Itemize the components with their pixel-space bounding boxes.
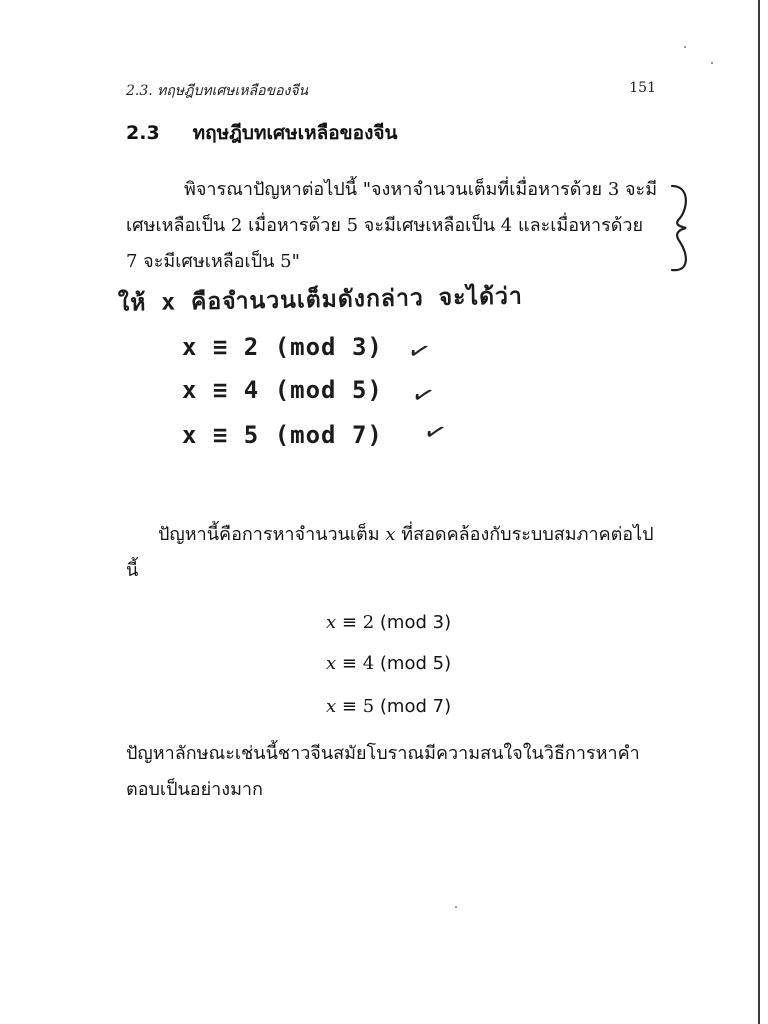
intro-paragraph	[126, 172, 658, 280]
equation-modulus: (mod 7)	[379, 696, 452, 717]
congruence-equation-3	[326, 696, 451, 717]
scan-speck	[711, 62, 713, 64]
intro-number-2: 2	[230, 215, 243, 236]
intro-text-4: จะมีเศษเหลือเป็น	[358, 215, 501, 236]
equation-variable: x	[326, 696, 337, 717]
running-header	[126, 80, 656, 102]
equation-variable: x	[326, 653, 337, 674]
intro-number-1: 3	[607, 179, 620, 200]
intro-text-6: จะมีเศษเหลือเป็น	[137, 251, 281, 272]
intro-text-1: พิจารณาปัญหาต่อไปนี้ "จงหาจำนวนเต็มที่เมื่อหารด้วย	[184, 179, 608, 200]
running-header-section: 2.3. ทฤษฎีบทเศษเหลือของจีน	[126, 83, 309, 99]
handwritten-congruence-3: x ≡ 5 (mod 7)	[182, 421, 383, 449]
handwritten-brace-mark	[664, 180, 704, 276]
section-number: 2.3	[126, 122, 160, 144]
check-mark-icon: ✓	[407, 378, 439, 414]
intro-number-6: 5	[280, 251, 292, 272]
handwritten-congruence-2: x ≡ 4 (mod 5)	[182, 376, 383, 404]
equation-operator: ≡	[341, 696, 357, 717]
congruence-equation-2	[326, 653, 451, 674]
equation-residue: 5	[362, 696, 375, 717]
intro-text-5: และเมื่อหารด้วย	[512, 215, 644, 236]
equation-residue: 4	[362, 653, 375, 674]
scan-speck	[684, 46, 686, 48]
check-mark-icon: ✓	[403, 334, 435, 370]
page-number: 151	[629, 80, 656, 96]
check-mark-icon: ✓	[419, 415, 451, 451]
equation-modulus: (mod 3)	[379, 612, 452, 633]
intro-text-2: จะมีเศษเหลือเป็น	[126, 179, 658, 236]
equation-operator: ≡	[341, 612, 357, 633]
congruence-equation-1	[326, 612, 451, 633]
closing-paragraph: ปัญหาลักษณะเช่นนี้ชาวจีนสมัยโบราณมีความสนใจในวิธีการหาคำตอบเป็นอย่างมาก	[126, 743, 640, 800]
system-variable: x	[385, 524, 396, 545]
system-text-before: ปัญหานี้คือการหาจำนวนเต็ม	[158, 524, 386, 545]
intro-text-7: "	[291, 251, 300, 272]
intro-number-4: 4	[500, 215, 513, 236]
scan-speck	[455, 906, 457, 908]
section-title: ทฤษฎีบทเศษเหลือของจีน	[192, 122, 398, 144]
equation-modulus: (mod 5)	[379, 653, 452, 674]
system-text-after: ที่สอดคล้องกับระบบสมภาคต่อไปนี้	[126, 524, 654, 581]
intro-number-3: 5	[346, 215, 359, 236]
handwritten-note: ให้ x คือจำนวนเต็มดังกล่าว จะได้ว่า	[117, 283, 524, 317]
section-heading	[126, 118, 397, 148]
equation-operator: ≡	[341, 653, 357, 674]
page-edge-shadow	[758, 0, 760, 1024]
handwritten-congruence-1: x ≡ 2 (mod 3)	[182, 333, 383, 361]
intro-number-5: 7	[126, 251, 138, 272]
equation-variable: x	[326, 612, 337, 633]
system-paragraph	[126, 517, 658, 589]
intro-text-3: เมื่อหารด้วย	[242, 215, 347, 236]
equation-residue: 2	[362, 612, 375, 633]
